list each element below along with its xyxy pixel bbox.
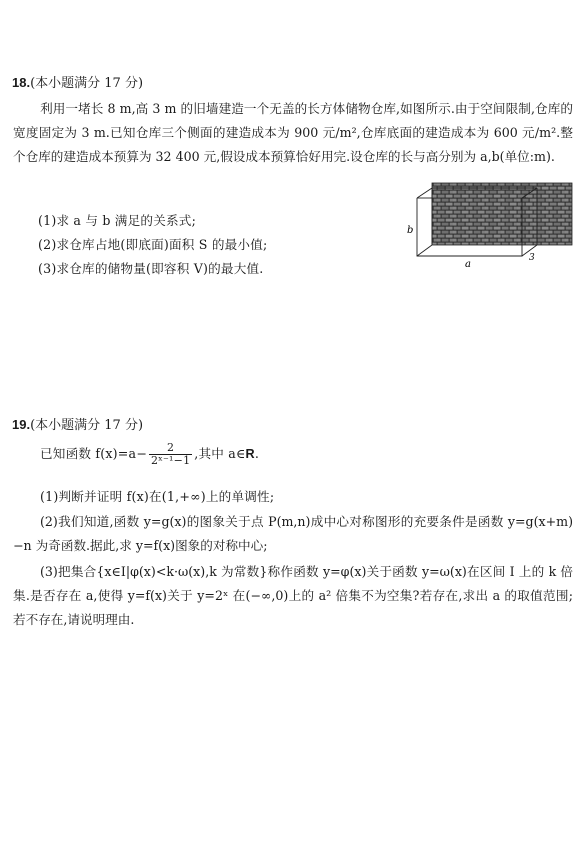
q19-header xyxy=(12,414,143,433)
q19-item-3 xyxy=(13,560,573,632)
q18-item-2: (2)求仓库占地(即底面)面积 S 的最小值; xyxy=(38,237,268,252)
q18-intro xyxy=(13,97,573,169)
q19-item-2-text: (2)我们知道,函数 y=g(x)的图象关于点 P(m,n)成中心对称图形的充要条件是函数 y=g(x+m)−n 为奇函数.据此,求 y=f(x)图象的对称中心; xyxy=(13,514,573,553)
q18-score: (本小题满分 17 分) xyxy=(30,76,144,91)
q19-frac-num: 2 xyxy=(149,442,192,455)
q18-number: 18. xyxy=(12,75,31,90)
q19-item-2 xyxy=(13,510,573,558)
q18-intro-text: 利用一堵长 8 m,高 3 m 的旧墙建造一个无盖的长方体储物仓库,如图所示.由于空间限制,仓库的宽度固定为 3 m.已知仓库三个侧面的建造成本为 900 元/m²,仓库底面的建造成本为 600 元/m².整个仓库的建造成本预算为 32 400 元,假设成本预算恰好用完.设仓库的长与高分别为 a,b(单位:m). xyxy=(13,101,573,164)
label-3: 3 xyxy=(529,253,535,263)
q19-func-R: R xyxy=(245,447,255,461)
label-b: b xyxy=(407,225,414,236)
q19-frac-den: 2ˣ⁻¹−1 xyxy=(150,454,191,467)
warehouse-figure xyxy=(405,178,575,268)
q19-number: 19. xyxy=(12,417,31,432)
label-a: a xyxy=(465,259,471,268)
q19-func-end: . xyxy=(254,446,260,461)
q19-function-def xyxy=(40,442,259,467)
q18-item-3: (3)求仓库的储物量(即容积 V)的最大值. xyxy=(38,261,264,276)
q19-item-1: (1)判断并证明 f(x)在(1,+∞)上的单调性; xyxy=(40,489,275,504)
q19-func-prefix: 已知函数 f(x)=a− xyxy=(40,446,147,461)
q18-header xyxy=(12,72,143,91)
q19-fraction xyxy=(149,442,192,467)
q19-item-3-text: (3)把集合{x∈I|φ(x)<k·ω(x),k 为常数}称作函数 y=φ(x)关于函数 y=ω(x)在区间 I 上的 k 倍集.是否存在 a,使得 y=f(x)关于 y=2ˣ 在(−∞,0)上的 a² 倍集不为空集?若存在,求出 a 的取值范围;若不存在,请说明理由. xyxy=(13,564,573,627)
q18-item-1: (1)求 a 与 b 满足的关系式; xyxy=(38,213,197,228)
brick-wall xyxy=(432,183,572,245)
q19-func-suffix: ,其中 a∈ xyxy=(194,446,246,461)
q19-score: (本小题满分 17 分) xyxy=(30,418,144,433)
